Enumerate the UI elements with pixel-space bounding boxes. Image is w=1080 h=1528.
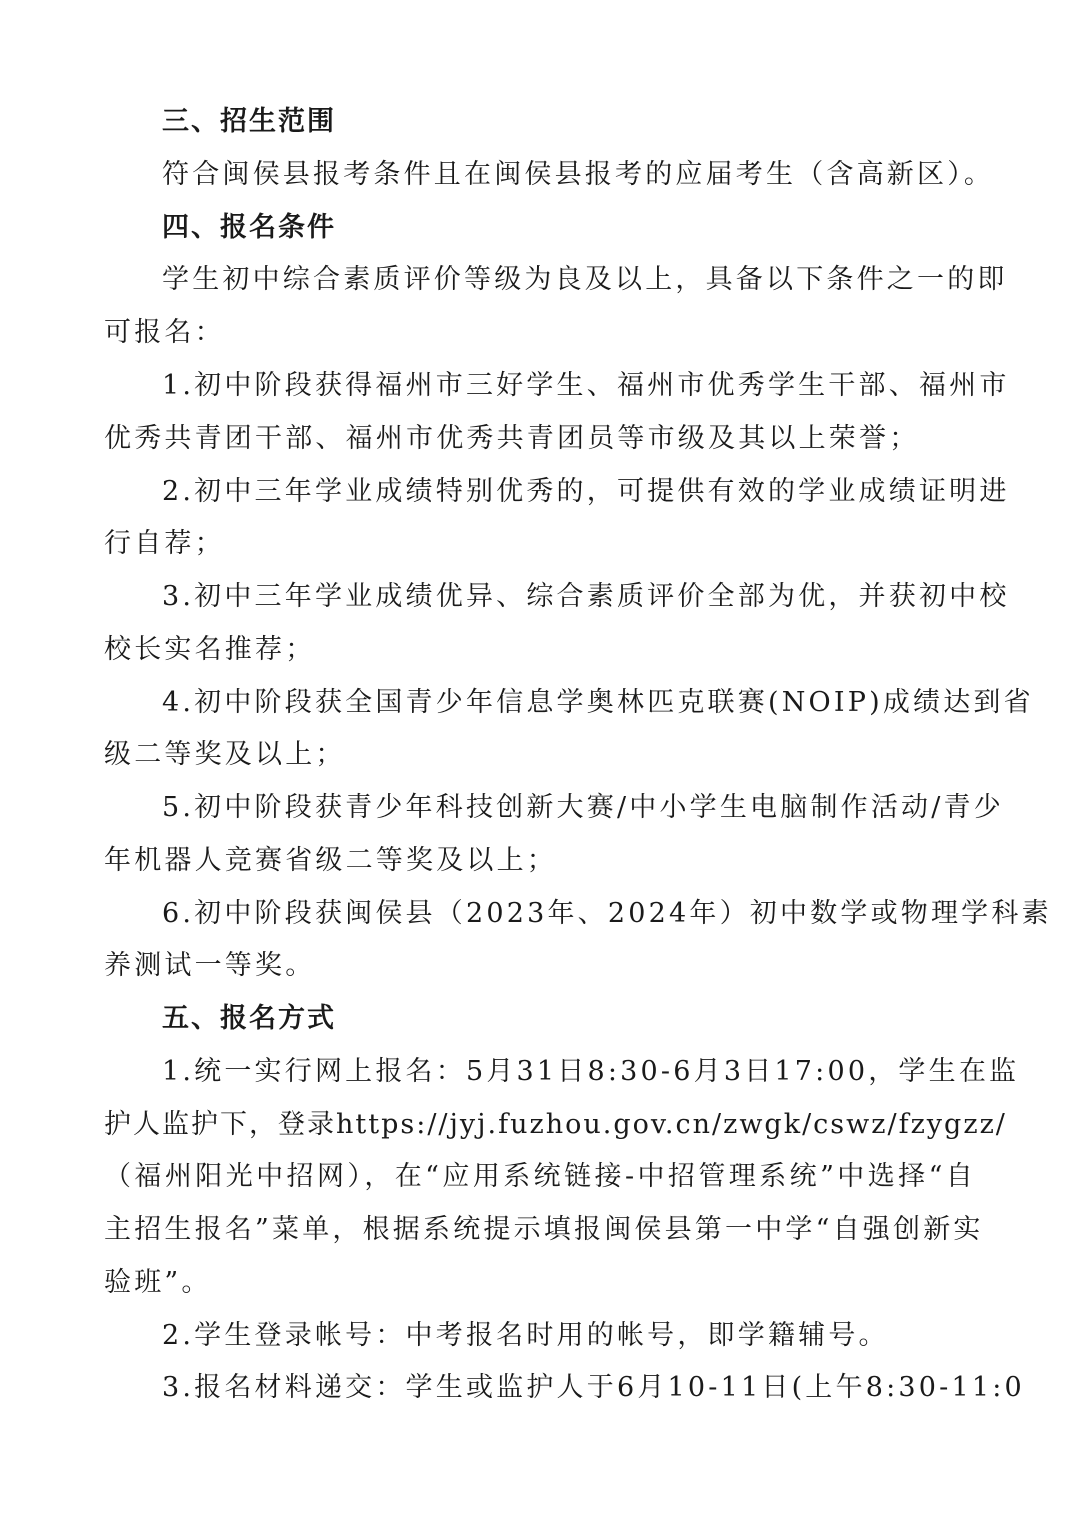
section-4-heading: 四、报名条件 [162, 212, 336, 243]
condition-1-line-1: 1.初中阶段获得福州市三好学生、福州市优秀学生干部、福州市 [162, 370, 1010, 401]
condition-3-line-1: 3.初中三年学业成绩优异、综合素质评价全部为优，并获初中校 [162, 581, 1010, 612]
method-1-line-5: 验班”。 [104, 1267, 212, 1298]
condition-6-line-2: 养测试一等奖。 [104, 950, 316, 981]
condition-5-line-2: 年机器人竞赛省级二等奖及以上； [104, 845, 557, 876]
section-3-text: 符合闽侯县报考条件且在闽侯县报考的应届考生（含高新区）。 [162, 159, 995, 190]
section-4-intro-line-1: 学生初中综合素质评价等级为良及以上，具备以下条件之一的即 [162, 264, 1008, 295]
condition-2-line-2: 行自荐； [104, 528, 225, 559]
method-1-line-1: 1.统一实行网上报名：5月31日8:30-6月3日17:00，学生在监 [162, 1056, 1020, 1087]
section-4-intro-line-2: 可报名： [104, 317, 225, 348]
method-1-line-4: 主招生报名”菜单，根据系统提示填报闽侯县第一中学“自强创新实 [104, 1214, 984, 1245]
condition-2-line-1: 2.初中三年学业成绩特别优秀的，可提供有效的学业成绩证明进 [162, 476, 1010, 507]
condition-6-line-1: 6.初中阶段获闽侯县（2023年、2024年）初中数学或物理学科素 [162, 898, 1052, 929]
method-2-line-1: 2.学生登录帐号：中考报名时用的帐号，即学籍辅号。 [162, 1320, 889, 1351]
method-3-line-1: 3.报名材料递交：学生或监护人于6月10-11日(上午8:30-11:0 [162, 1372, 1025, 1403]
method-1-line-3: （福州阳光中招网），在“应用系统链接-中招管理系统”中选择“自 [104, 1161, 976, 1192]
section-3-heading: 三、招生范围 [162, 106, 336, 137]
method-1-url-line: 护人监护下，登录https://jyj.fuzhou.gov.cn/zwgk/cswz/fzygzz/ [104, 1109, 1007, 1140]
condition-1-line-2: 优秀共青团干部、福州市优秀共青团员等市级及其以上荣誉； [104, 423, 920, 454]
condition-4-line-1: 4.初中阶段获全国青少年信息学奥林匹克联赛(NOIP)成绩达到省 [162, 687, 1034, 718]
section-5-heading: 五、报名方式 [162, 1003, 336, 1034]
condition-3-line-2: 校长实名推荐； [104, 634, 316, 665]
condition-4-line-2: 级二等奖及以上； [104, 739, 346, 770]
condition-5-line-1: 5.初中阶段获青少年科技创新大赛/中小学生电脑制作活动/青少 [162, 792, 1004, 823]
